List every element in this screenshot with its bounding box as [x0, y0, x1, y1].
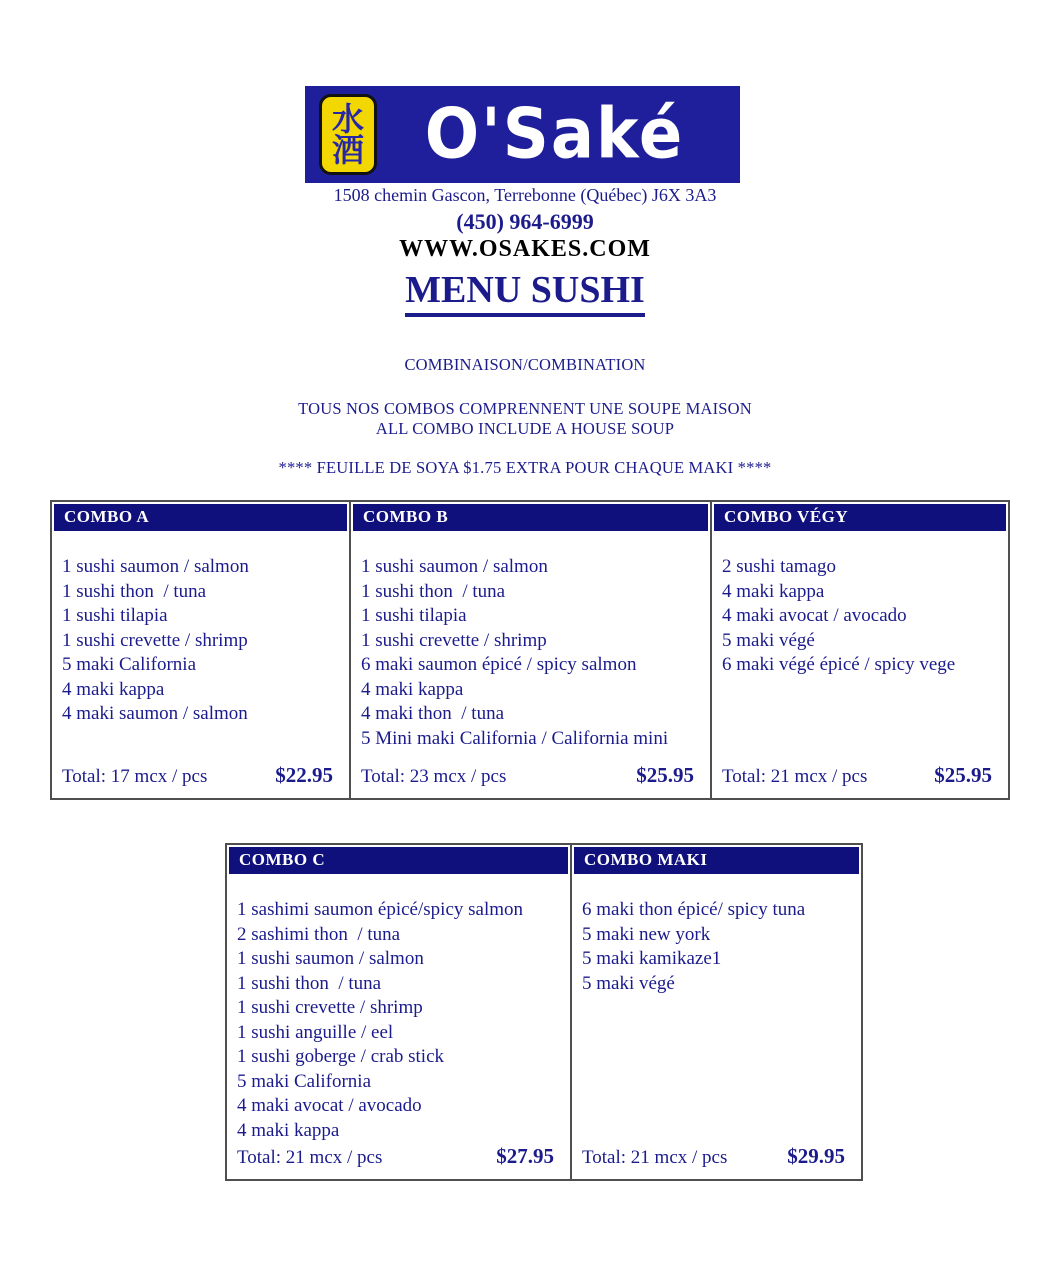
combo-item: 1 sushi thon / tuna	[237, 972, 382, 994]
combo-item: 4 maki thon / tuna	[361, 703, 505, 724]
combo-column	[349, 502, 710, 798]
combo-price: $25.95	[636, 763, 694, 787]
combo-total-row	[52, 763, 349, 790]
combo-item: 4 maki kappa	[237, 1119, 340, 1141]
combo-item: 5 maki California	[237, 1070, 372, 1092]
combo-item: 5 maki California	[62, 654, 197, 675]
combo-item: 1 sushi goberge / crab stick	[237, 1046, 445, 1067]
combo-item: 6 maki thon épicé/ spicy tuna	[582, 899, 806, 920]
combo-item: 4 maki kappa	[722, 580, 825, 602]
combo-table-top	[50, 500, 1010, 800]
combo-item-list	[52, 555, 349, 727]
combo-item: 5 maki végé	[582, 972, 675, 994]
combo-price: $25.95	[934, 763, 992, 787]
combo-total-row	[227, 1144, 570, 1171]
combo-total-label: Total: 21 mcx / pcs	[582, 1147, 728, 1168]
combo-item: 5 maki kamikaze1	[582, 948, 722, 969]
combo-body	[227, 874, 570, 1179]
combo-price: $22.95	[275, 763, 333, 787]
combo-item: 5 maki new york	[582, 923, 711, 945]
combo-total-label: Total: 21 mcx / pcs	[722, 766, 868, 787]
combo-body	[52, 531, 349, 798]
combo-item: 1 sushi saumon / salmon	[237, 948, 424, 969]
combo-item: 1 sushi thon / tuna	[62, 580, 207, 602]
combo-total-label: Total: 23 mcx / pcs	[361, 766, 507, 787]
combo-header: COMBO B	[353, 504, 708, 531]
combo-item: 4 maki saumon / salmon	[62, 703, 248, 724]
combo-item: 1 sushi tilapia	[62, 605, 168, 626]
kanji-sake: 酒	[331, 130, 364, 169]
combo-item: 5 maki végé	[722, 629, 815, 651]
combo-item-list	[572, 898, 861, 996]
combo-total-label: Total: 21 mcx / pcs	[237, 1147, 383, 1168]
combo-item: 4 maki avocat / avocado	[722, 605, 907, 626]
combo-header: COMBO MAKI	[574, 847, 859, 874]
combo-item: 1 sushi saumon / salmon	[62, 556, 249, 577]
combo-column	[570, 845, 861, 1179]
combo-item: 2 sashimi thon / tuna	[237, 923, 401, 945]
combo-item: 1 sushi thon / tuna	[361, 580, 506, 602]
combo-item: 6 maki végé épicé / spicy vege	[722, 654, 956, 675]
combo-column	[52, 502, 349, 798]
combo-item: 1 sashimi saumon épicé/spicy salmon	[237, 899, 524, 920]
soup-note-french: TOUS NOS COMBOS COMPRENNENT UNE SOUPE MAISON	[298, 399, 752, 418]
combination-label: COMBINAISON/COMBINATION	[404, 355, 646, 374]
combo-total-row	[351, 763, 710, 790]
restaurant-name: O'Saké	[424, 94, 685, 175]
combo-header: COMBO A	[54, 504, 347, 531]
combo-item: 4 maki avocat / avocado	[237, 1095, 422, 1116]
combo-item-list	[227, 898, 570, 1143]
page-title	[0, 270, 1050, 317]
combo-total-label: Total: 17 mcx / pcs	[62, 766, 208, 787]
combo-item: 5 Mini maki California / California mini	[361, 727, 669, 749]
combo-price: $29.95	[787, 1144, 845, 1168]
kanji-badge-icon	[319, 94, 377, 175]
combo-column	[710, 502, 1008, 798]
combo-item-list	[351, 555, 710, 751]
combo-item: 1 sushi crevette / shrimp	[62, 629, 248, 651]
combo-item: 1 sushi tilapia	[361, 605, 467, 626]
page-title-text: MENU SUSHI	[405, 270, 645, 317]
combo-column	[227, 845, 570, 1179]
combo-total-row	[572, 1144, 861, 1171]
combo-body	[572, 874, 861, 1179]
restaurant-phone: (450) 964-6999	[456, 209, 594, 234]
restaurant-address: 1508 chemin Gascon, Terrebonne (Québec) J6X 3A3	[333, 185, 717, 205]
combo-item: 4 maki kappa	[361, 678, 464, 700]
combo-header: COMBO C	[229, 847, 568, 874]
soup-note-english: ALL COMBO INCLUDE A HOUSE SOUP	[375, 419, 675, 438]
combo-item: 1 sushi anguille / eel	[237, 1021, 394, 1043]
combo-header: COMBO VÉGY	[714, 504, 1006, 531]
combo-item: 1 sushi crevette / shrimp	[361, 629, 547, 651]
combo-body	[712, 531, 1008, 798]
combo-item: 4 maki kappa	[62, 678, 165, 700]
combo-item: 6 maki saumon épicé / spicy salmon	[361, 654, 637, 675]
kanji-water: 水	[331, 100, 364, 139]
combo-table-bottom	[225, 843, 863, 1181]
restaurant-website: WWW.OSAKES.COM	[399, 236, 651, 262]
restaurant-logo	[305, 86, 740, 183]
combo-total-row	[712, 763, 1008, 790]
combo-item: 1 sushi crevette / shrimp	[237, 997, 423, 1018]
combo-item: 2 sushi tamago	[722, 556, 836, 577]
combo-body	[351, 531, 710, 798]
soya-extra-note: **** FEUILLE DE SOYA $1.75 EXTRA POUR CHAQUE MAKI ****	[278, 458, 772, 477]
combo-price: $27.95	[496, 1144, 554, 1168]
combo-item: 1 sushi saumon / salmon	[361, 556, 548, 577]
combo-item-list	[712, 555, 1008, 678]
